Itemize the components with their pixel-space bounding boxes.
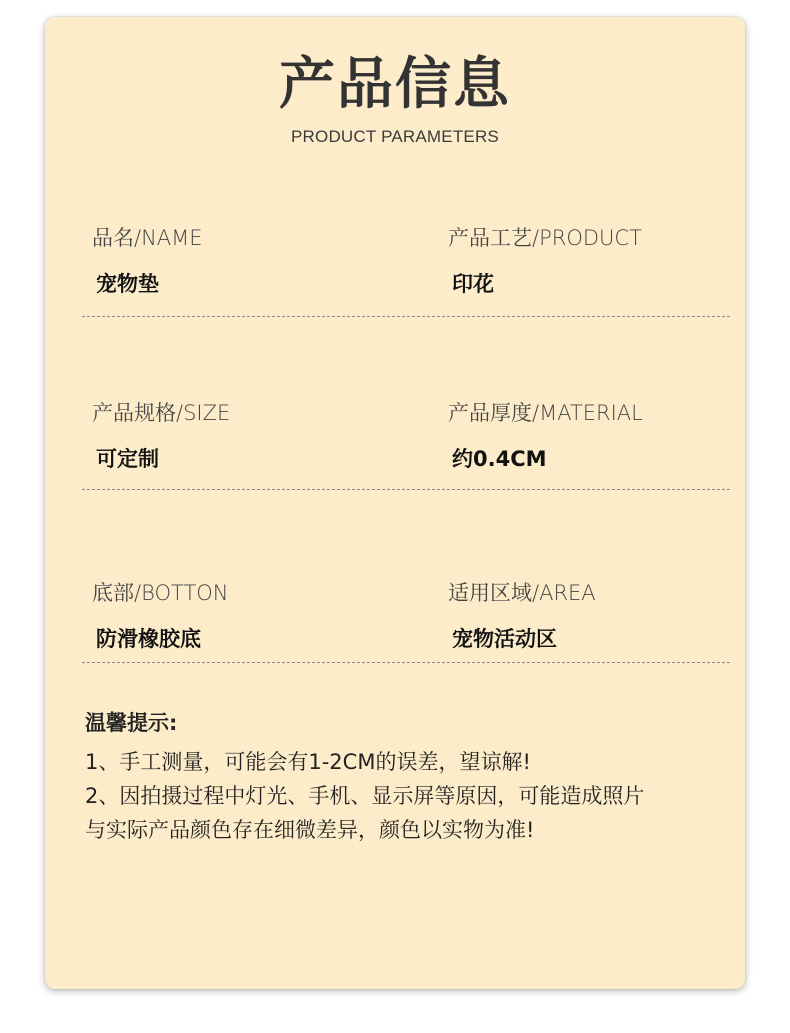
param-label: 品名/NAME [92,226,203,250]
param-craft [448,222,642,298]
notes-section [85,707,725,847]
dashed-divider [82,316,730,317]
dashed-divider [82,489,730,490]
param-size [92,397,230,473]
param-value: 约0.4CM [452,447,547,471]
page-subtitle: PRODUCT PARAMETERS [291,127,499,146]
param-label: 底部/BOTTON [92,581,229,605]
param-label: 产品厚度/MATERIAL [448,401,643,425]
dashed-divider [82,662,730,663]
param-value: 宠物垫 [96,272,159,296]
notes-title: 温馨提示: [85,711,178,735]
param-value: 印花 [452,272,494,296]
product-info-card [45,17,745,989]
notes-line: 2、因拍摄过程中灯光、手机、显示屏等原因，可能造成照片 [85,784,645,808]
notes-line: 与实际产品颜色存在细微差异，颜色以实物为准! [85,818,535,842]
param-label: 适用区域/AREA [448,581,596,605]
param-value: 宠物活动区 [452,627,557,651]
param-row [82,577,730,727]
param-row [82,222,730,372]
param-area [448,577,596,653]
page-title: 产品信息 [279,52,511,117]
param-value: 可定制 [96,447,159,471]
param-value: 防滑橡胶底 [96,627,201,651]
param-label: 产品工艺/PRODUCT [448,226,642,250]
param-bottom [92,577,229,653]
param-name [92,222,203,298]
param-label: 产品规格/SIZE [92,401,231,425]
notes-line: 1、手工测量，可能会有1-2CM的误差，望谅解! [85,750,531,774]
param-row [82,397,730,547]
param-thickness [448,397,643,473]
